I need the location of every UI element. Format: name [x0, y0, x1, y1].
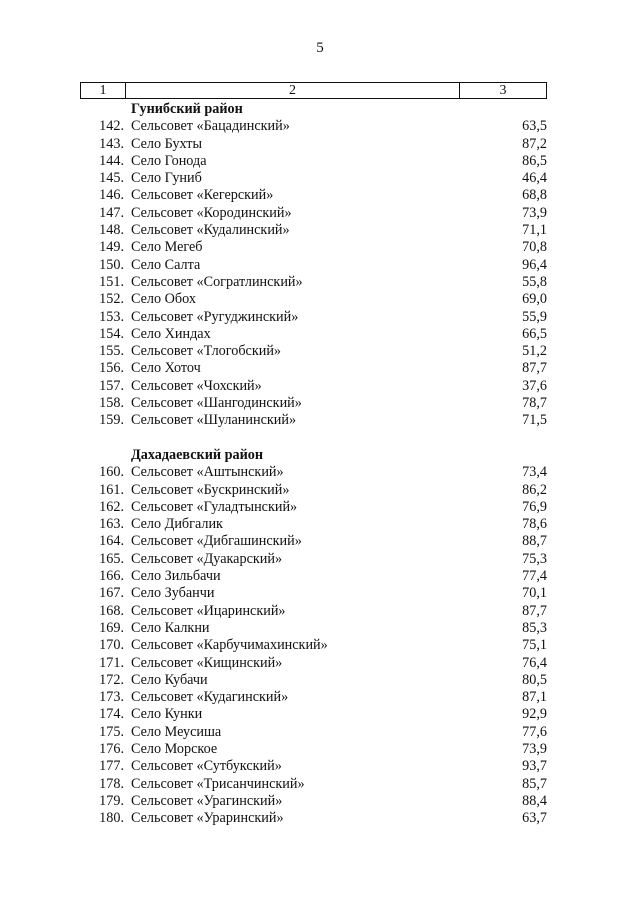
table-row — [80, 239, 547, 256]
page-number: 5 — [316, 40, 324, 56]
row-number: 172. — [99, 671, 124, 688]
row-number: 158. — [99, 395, 124, 412]
row-name: Село Калкни — [131, 619, 210, 636]
table-row — [80, 706, 547, 723]
row-value: 78,7 — [522, 395, 547, 412]
row-value: 73,4 — [522, 464, 547, 481]
row-value: 63,7 — [522, 810, 547, 827]
table-row — [80, 205, 547, 222]
table-row — [80, 395, 547, 412]
table-row — [80, 118, 547, 135]
row-name: Село Хиндах — [131, 325, 211, 342]
row-name: Сельсовет «Ицаринский» — [131, 602, 286, 619]
table-row — [80, 810, 547, 827]
row-name: Сельсовет «Аштынский» — [131, 464, 284, 481]
row-value: 73,9 — [522, 740, 547, 757]
row-number: 145. — [99, 170, 124, 187]
table-row — [80, 516, 547, 533]
row-value: 71,5 — [522, 412, 547, 429]
row-name: Сельсовет «Кегерский» — [131, 187, 274, 204]
table-row — [80, 136, 547, 153]
table-row — [80, 724, 547, 741]
header-col-2: 2 — [126, 83, 460, 98]
header-col-3: 3 — [499, 83, 507, 98]
row-name: Село Салта — [131, 256, 201, 273]
row-value: 78,6 — [522, 516, 547, 533]
row-name: Село Зубанчи — [131, 585, 215, 602]
row-number: 155. — [99, 343, 124, 360]
row-number: 168. — [99, 602, 124, 619]
row-name: Сельсовет «Кудагинский» — [131, 689, 289, 706]
table-row — [80, 758, 547, 775]
row-number: 178. — [99, 775, 124, 792]
table-row — [80, 343, 547, 360]
row-name: Село Кубачи — [131, 671, 208, 688]
row-name: Сельсовет «Сутбукский» — [131, 758, 282, 775]
row-name: Сельсовет «Урагинский» — [131, 792, 283, 809]
table-row — [80, 291, 547, 308]
row-name: Сельсовет «Карбучимахинский» — [131, 637, 328, 654]
row-value: 75,1 — [522, 637, 547, 654]
table-row — [80, 637, 547, 654]
row-number: 176. — [99, 740, 124, 757]
table-row — [80, 464, 547, 481]
row-number: 171. — [99, 654, 124, 671]
row-name: Село Зильбачи — [131, 568, 221, 585]
table-row — [80, 499, 547, 516]
row-value: 71,1 — [522, 222, 547, 239]
table-header — [80, 82, 547, 99]
row-name: Сельсовет «Кищинский» — [131, 654, 283, 671]
table-row — [80, 360, 547, 377]
row-name: Сельсовет «Шангодинский» — [131, 395, 302, 412]
row-value: 77,6 — [522, 723, 547, 740]
table-row — [80, 153, 547, 170]
table-row — [80, 793, 547, 810]
row-number: 162. — [99, 498, 124, 515]
row-number: 152. — [99, 291, 124, 308]
row-number: 177. — [99, 758, 124, 775]
table-row — [80, 533, 547, 550]
row-value: 75,3 — [522, 550, 547, 567]
row-number: 144. — [99, 152, 124, 169]
table-row — [80, 568, 547, 585]
row-value: 76,9 — [522, 498, 547, 515]
row-number: 150. — [99, 256, 124, 273]
row-number: 164. — [99, 533, 124, 550]
row-value: 93,7 — [522, 758, 547, 775]
row-name: Сельсовет «Бацадинский» — [131, 118, 290, 135]
row-number: 180. — [99, 810, 124, 827]
row-value: 70,8 — [522, 239, 547, 256]
row-name: Сельсовет «Ураринский» — [131, 810, 284, 827]
row-value: 55,9 — [522, 308, 547, 325]
row-name: Сельсовет «Шуланинский» — [131, 412, 297, 429]
row-number: 147. — [99, 204, 124, 221]
table-row — [80, 378, 547, 395]
table-row — [80, 655, 547, 672]
table-row — [80, 585, 547, 602]
row-name: Сельсовет «Корoдинский» — [131, 204, 292, 221]
table-row — [80, 672, 547, 689]
row-number: 166. — [99, 568, 124, 585]
row-number: 169. — [99, 619, 124, 636]
district-title: Гунибский район — [131, 101, 243, 117]
table-row — [80, 551, 547, 568]
row-value: 37,6 — [522, 377, 547, 394]
table-row — [80, 257, 547, 274]
table-row — [80, 326, 547, 343]
row-value: 73,9 — [522, 204, 547, 221]
row-name: Село Хоточ — [131, 360, 201, 377]
row-name: Село Бухты — [131, 135, 203, 152]
row-name: Сельсовет «Бускринский» — [131, 481, 290, 498]
row-value: 63,5 — [522, 118, 547, 135]
table-row — [80, 603, 547, 620]
row-number: 154. — [99, 325, 124, 342]
table-row — [80, 274, 547, 291]
row-value: 86,5 — [522, 152, 547, 169]
row-name: Село Кунки — [131, 706, 203, 723]
table-row — [80, 776, 547, 793]
row-number: 156. — [99, 360, 124, 377]
row-number: 161. — [99, 481, 124, 498]
row-number: 148. — [99, 222, 124, 239]
row-value: 87,7 — [522, 360, 547, 377]
row-name: Сельсовет «Гуладтынский» — [131, 498, 298, 515]
row-value: 87,7 — [522, 602, 547, 619]
row-number: 163. — [99, 516, 124, 533]
row-value: 87,1 — [522, 689, 547, 706]
row-number: 165. — [99, 550, 124, 567]
table-body — [80, 101, 547, 827]
row-value: 76,4 — [522, 654, 547, 671]
table-row — [80, 482, 547, 499]
district-title: Дахадаевский район — [131, 446, 264, 463]
row-value: 51,2 — [522, 343, 547, 360]
row-number: 142. — [99, 118, 124, 135]
row-name: Сельсовет «Трисанчинский» — [131, 775, 305, 792]
table-row — [80, 170, 547, 187]
row-number: 143. — [99, 135, 124, 152]
table-row — [80, 689, 547, 706]
row-name: Сельсовет «Согратлинский» — [131, 273, 303, 290]
row-value: 55,8 — [522, 273, 547, 290]
table-row — [80, 412, 547, 429]
section-spacer — [80, 430, 547, 447]
row-name: Село Меусиша — [131, 723, 222, 740]
row-value: 87,2 — [522, 135, 547, 152]
row-number: 179. — [99, 792, 124, 809]
row-value: 88,7 — [522, 533, 547, 550]
table-row — [80, 222, 547, 239]
row-value: 80,5 — [522, 671, 547, 688]
row-number: 159. — [99, 412, 124, 429]
row-number: 170. — [99, 637, 124, 654]
header-col-1: 1 — [81, 83, 126, 98]
row-name: Село Дибгалик — [131, 516, 223, 533]
row-number: 175. — [99, 723, 124, 740]
row-number: 146. — [99, 187, 124, 204]
row-value: 46,4 — [522, 170, 547, 187]
row-value: 77,4 — [522, 568, 547, 585]
row-name: Село Морское — [131, 740, 218, 757]
row-name: Село Гуниб — [131, 170, 202, 187]
table-row — [80, 187, 547, 204]
row-number: 149. — [99, 239, 124, 256]
row-number: 167. — [99, 585, 124, 602]
row-value: 69,0 — [522, 291, 547, 308]
row-name: Сельсовет «Кудалинский» — [131, 222, 290, 239]
row-name: Сельсовет «Тлогобский» — [131, 343, 282, 360]
table-row — [80, 741, 547, 758]
row-number: 153. — [99, 308, 124, 325]
row-name: Сельсовет «Дуакарский» — [131, 550, 283, 567]
row-value: 68,8 — [522, 187, 547, 204]
row-value: 66,5 — [522, 325, 547, 342]
table-row — [80, 620, 547, 637]
row-value: 70,1 — [522, 585, 547, 602]
row-number: 160. — [99, 464, 124, 481]
row-number: 174. — [99, 706, 124, 723]
row-number: 173. — [99, 689, 124, 706]
row-name: Село Гонода — [131, 152, 207, 169]
row-name: Сельсовет «Чохский» — [131, 377, 262, 394]
row-name: Сельсовет «Дибгашинский» — [131, 533, 302, 550]
row-number: 151. — [99, 273, 124, 290]
row-value: 85,7 — [522, 775, 547, 792]
row-name: Село Мегеб — [131, 239, 203, 256]
row-name: Село Обох — [131, 291, 196, 308]
row-value: 85,3 — [522, 619, 547, 636]
row-value: 88,4 — [522, 792, 547, 809]
row-value: 96,4 — [522, 256, 547, 273]
table-row — [80, 309, 547, 326]
row-number: 157. — [99, 377, 124, 394]
row-value: 86,2 — [522, 481, 547, 498]
row-value: 92,9 — [522, 706, 547, 723]
row-name: Сельсовет «Ругуджинский» — [131, 308, 299, 325]
